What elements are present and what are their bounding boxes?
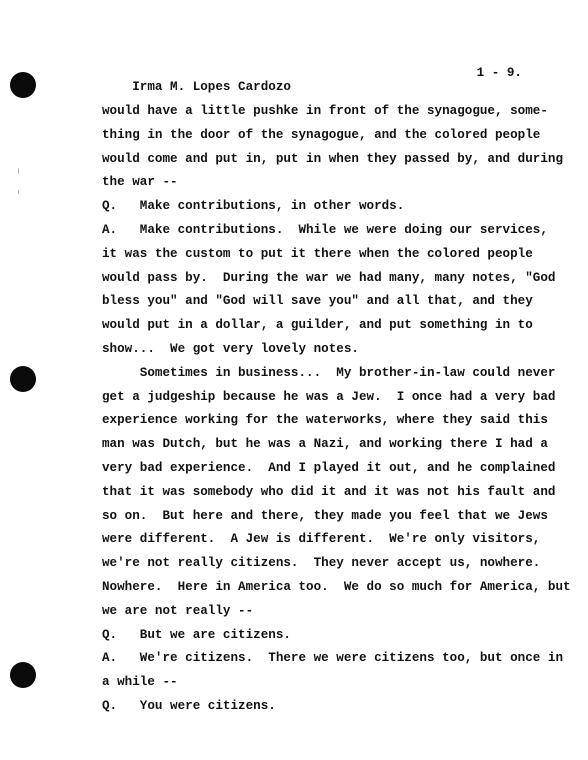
answer-line: A. Make contributions. While we were doing our services, xyxy=(102,222,548,237)
text-line: we're not really citizens. They never accept us, nowhere. xyxy=(102,556,541,571)
text-line: thing in the door of the synagogue, and the colored people xyxy=(102,127,541,142)
text-line: a while -- xyxy=(102,675,178,690)
text-line: Nowhere. Here in America too. We do so much for America, but xyxy=(102,579,571,594)
text-line: very bad experience. And I played it out, and he complained xyxy=(102,460,556,475)
text-line: it was the custom to put it there when the colored people xyxy=(102,246,533,261)
text-line: Sometimes in business... My brother-in-law could never xyxy=(102,365,556,380)
text-line: show... We got very lovely notes. xyxy=(102,341,359,356)
text-line: we are not really -- xyxy=(102,603,254,618)
text-line: man was Dutch, but he was a Nazi, and working there I had a xyxy=(102,437,548,452)
text-line: get a judgeship because he was a Jew. I once had a very bad xyxy=(102,389,556,404)
text-line: experience working for the waterworks, where they said this xyxy=(102,413,548,428)
page-number: 1 - 9. xyxy=(476,66,522,80)
text-line: were different. A Jew is different. We're only visitors, xyxy=(102,532,541,547)
punch-hole-bottom xyxy=(10,662,36,688)
question-line: Q. But we are citizens. xyxy=(102,627,291,642)
text-line: the war -- xyxy=(102,175,178,190)
transcript-body xyxy=(102,100,571,719)
scan-speck xyxy=(18,190,19,194)
text-line: would put in a dollar, a guilder, and put something in to xyxy=(102,318,533,333)
text-line: so on. But here and there, they made you feel that we Jews xyxy=(102,508,548,523)
scan-speck xyxy=(18,168,19,174)
interviewee-name: Irma M. Lopes Cardozo xyxy=(132,80,291,94)
question-line: Q. You were citizens. xyxy=(102,698,276,713)
punch-hole-middle xyxy=(10,366,36,392)
text-line: would come and put in, put in when they passed by, and during xyxy=(102,151,564,166)
question-line: Q. Make contributions, in other words. xyxy=(102,199,405,214)
text-line: bless you" and "God will save you" and all that, and they xyxy=(102,294,533,309)
text-line: would have a little pushke in front of the synagogue, some- xyxy=(102,104,548,118)
punch-hole-top xyxy=(10,72,36,98)
text-line: would pass by. During the war we had many, many notes, "God xyxy=(102,270,556,285)
answer-line: A. We're citizens. There we were citizens too, but once in xyxy=(102,651,564,666)
text-line: that it was somebody who did it and it was not his fault and xyxy=(102,484,556,499)
